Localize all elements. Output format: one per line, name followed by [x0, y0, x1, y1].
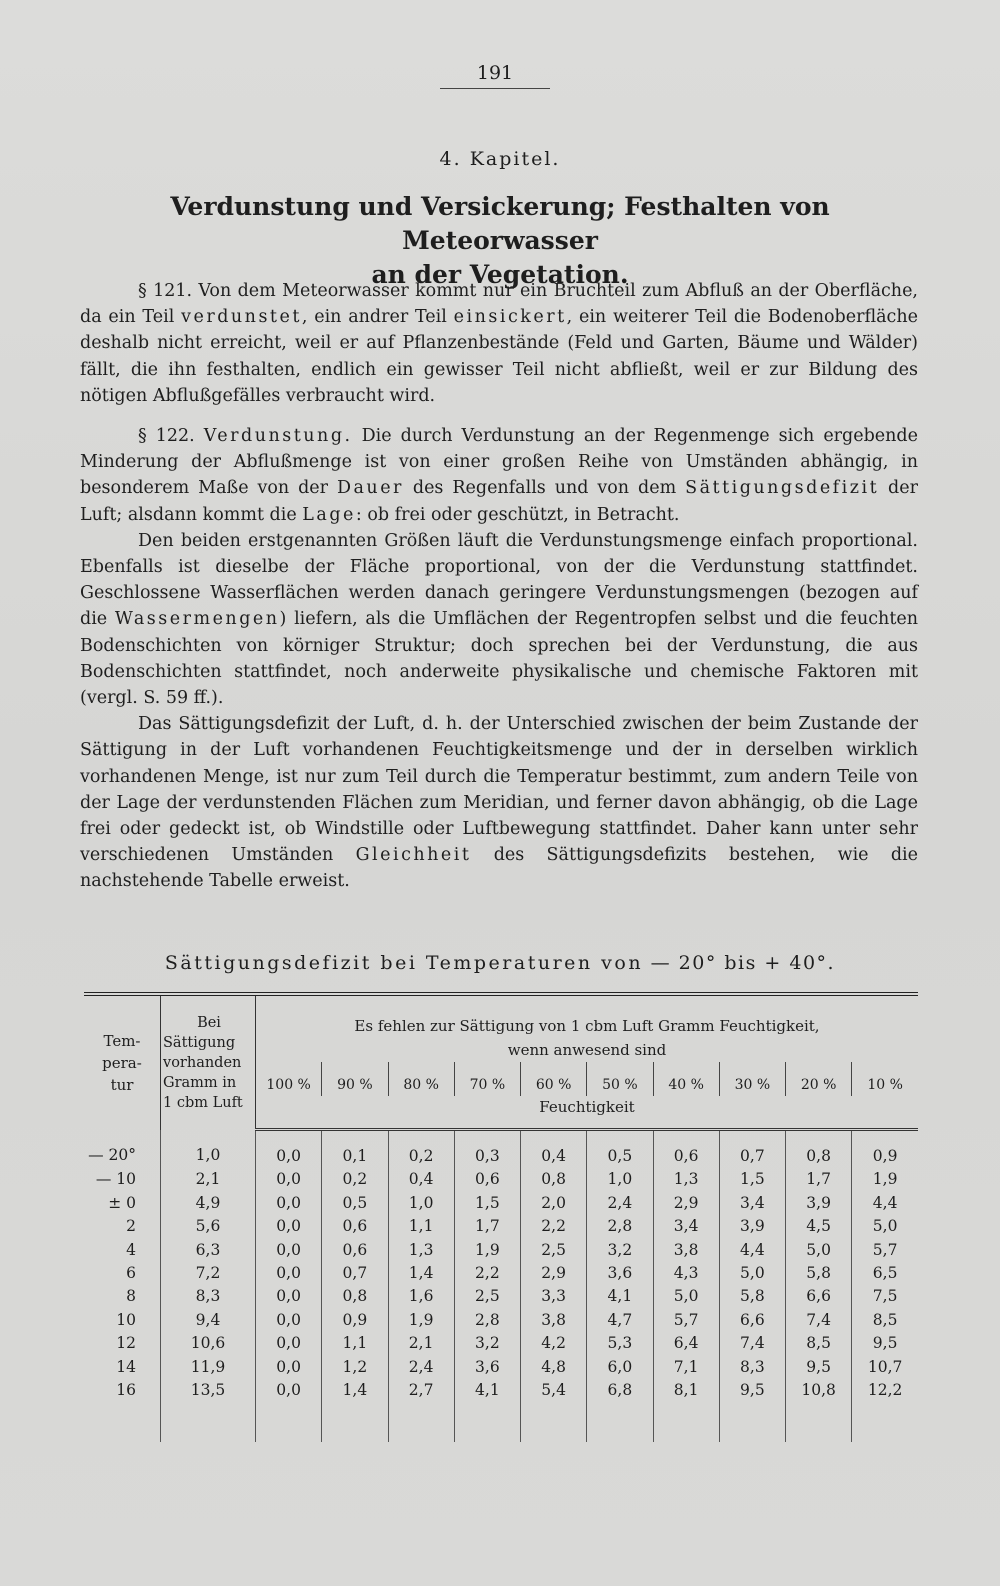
cell-deficit: 1,3 — [388, 1239, 454, 1262]
cell-deficit: 0,0 — [256, 1130, 322, 1169]
cell-temperature: 8 — [84, 1285, 161, 1308]
table-title-range: — 20° bis + 40°. — [650, 952, 836, 974]
header-saturation-line-5: 1 cbm Luft — [163, 1094, 243, 1111]
cell-deficit: 4,7 — [587, 1309, 653, 1332]
saturation-deficit-table — [84, 992, 918, 1442]
cell-saturation: 5,6 — [161, 1215, 256, 1238]
table-row — [84, 1332, 918, 1355]
table-row — [84, 1262, 918, 1285]
cell-deficit: 0,0 — [256, 1192, 322, 1215]
header-percent-2: 80 % — [388, 1062, 454, 1096]
paragraph-122-text-2: des Regenfalls und von dem — [412, 478, 677, 499]
header-percent-6: 40 % — [653, 1062, 719, 1096]
cell-deficit: 1,3 — [653, 1168, 719, 1191]
paragraph-saettigungsdefizit — [80, 711, 918, 894]
cell-deficit: 0,2 — [388, 1130, 454, 1169]
paragraph-proportional-text-2: ) liefern, als die Umflächen der Regentropfen selbst und die feuchten Bodenschichten von körniger Struktur; doch sprechen bei der Verdunstung, die aus Bodenschichten stattfindet, noch anderweite physikalische und chemische Faktoren mit (vergl. S. 59 ff.). — [80, 609, 918, 709]
cell-deficit: 6,6 — [719, 1309, 785, 1332]
cell-deficit: 0,1 — [322, 1130, 388, 1169]
table-row — [84, 1379, 918, 1442]
chapter-title-line-2: an der Vegetation. — [371, 260, 629, 289]
cell-deficit: 1,9 — [872, 1170, 898, 1189]
cell-deficit: 0,4 — [521, 1130, 587, 1169]
header-saturation-line-1: Bei — [197, 1014, 221, 1031]
cell-deficit: 4,4 — [719, 1239, 785, 1262]
header-saturation-line-3: vorhanden — [163, 1054, 242, 1071]
cell-deficit: 1,6 — [388, 1285, 454, 1308]
cell-deficit: 1,1 — [388, 1215, 454, 1238]
cell-deficit: 0,8 — [322, 1285, 388, 1308]
cell-deficit: 0,9 — [322, 1309, 388, 1332]
chapter-title — [90, 190, 910, 292]
cell-deficit: 8,3 — [719, 1356, 785, 1379]
paragraph-121-text-3: , ein weiterer Teil die Bodenoberfläche deshalb nicht erreicht, weil er auf Pflanzenbestände (Feld und Garten, Bäume und Wälder) fällt, die ihn festhalten, endlich ein gewisser Teil nicht abfließt, weil er zur Bildung des nötigen Abflußgefälles verbraucht wird. — [80, 307, 918, 406]
cell-deficit: 9,5 — [872, 1334, 898, 1353]
table-row — [84, 1192, 918, 1215]
cell-deficit: 7,4 — [786, 1309, 852, 1332]
cell-deficit: 7,1 — [653, 1356, 719, 1379]
cell-temperature: 12 — [84, 1332, 161, 1355]
header-deficit-group — [256, 996, 919, 1062]
cell-deficit: 4,4 — [872, 1193, 898, 1212]
cell-deficit: 6,4 — [653, 1332, 719, 1355]
cell-deficit: 2,5 — [521, 1239, 587, 1262]
cell-deficit: 0,8 — [786, 1130, 852, 1169]
cell-deficit: 0,6 — [322, 1215, 388, 1238]
cell-deficit: 0,6 — [322, 1239, 388, 1262]
paragraph-122-text-3: der Luft; alsdann kommt die — [80, 478, 918, 525]
header-percent-3: 70 % — [454, 1062, 520, 1096]
cell-deficit: 2,2 — [521, 1215, 587, 1238]
cell-deficit: 12,2 — [867, 1381, 903, 1400]
cell-deficit: 7,4 — [719, 1332, 785, 1355]
cell-deficit: 0,7 — [719, 1130, 785, 1169]
cell-deficit: 0,8 — [521, 1168, 587, 1191]
cell-deficit: 0,0 — [256, 1285, 322, 1308]
table-title-text: Sättigungsdefizit bei Temperaturen von — [164, 952, 644, 974]
cell-deficit: 3,6 — [587, 1262, 653, 1285]
term-saettigungsdefizit: Sättigungsdefizit — [685, 478, 880, 499]
cell-deficit: 2,8 — [454, 1309, 520, 1332]
table-row — [84, 1130, 918, 1169]
cell-deficit: 0,5 — [587, 1130, 653, 1169]
cell-deficit: 10,8 — [786, 1379, 852, 1442]
cell-deficit: 6,6 — [786, 1285, 852, 1308]
cell-deficit: 5,7 — [872, 1240, 898, 1259]
cell-saturation: 2,1 — [161, 1168, 256, 1191]
cell-deficit: 0,7 — [322, 1262, 388, 1285]
header-percent-7: 30 % — [719, 1062, 785, 1096]
cell-deficit: 1,1 — [322, 1332, 388, 1355]
cell-temperature: — 10 — [84, 1168, 161, 1191]
table-row — [84, 1356, 918, 1379]
cell-deficit: 2,4 — [587, 1192, 653, 1215]
cell-deficit: 6,0 — [587, 1356, 653, 1379]
table-row — [84, 1285, 918, 1308]
cell-deficit: 0,0 — [256, 1168, 322, 1191]
cell-deficit: 3,4 — [653, 1215, 719, 1238]
cell-deficit: 3,2 — [454, 1332, 520, 1355]
header-group-line-1: Es fehlen zur Sättigung von 1 cbm Luft Gramm Feuchtigkeit, — [354, 1017, 820, 1035]
header-percent-5: 50 % — [587, 1062, 653, 1096]
cell-deficit: 1,9 — [388, 1309, 454, 1332]
cell-temperature: — 20° — [84, 1130, 161, 1169]
cell-deficit: 5,8 — [786, 1262, 852, 1285]
cell-deficit: 0,6 — [653, 1130, 719, 1169]
table-row — [84, 1215, 918, 1238]
cell-saturation: 10,6 — [161, 1332, 256, 1355]
header-saturation-line-2: Sättigung — [163, 1034, 236, 1051]
cell-saturation: 4,9 — [161, 1192, 256, 1215]
cell-deficit: 1,5 — [719, 1168, 785, 1191]
cell-deficit: 0,0 — [256, 1239, 322, 1262]
paragraph-121 — [80, 278, 918, 409]
cell-temperature: 10 — [84, 1309, 161, 1332]
cell-deficit: 4,8 — [521, 1356, 587, 1379]
cell-deficit: 8,1 — [653, 1379, 719, 1442]
paragraph-defizit-text-1: Das Sättigungsdefizit der Luft, d. h. der Unterschied zwischen der beim Zustande der Sättigung in der Luft vorhandenen Feuchtigkeitsmenge und der in derselben wirklich vorhandenen Menge, ist nur zum Teil durch die Temperatur bestimmt, zum andern Teile von der Lage der verdunstenden Flächen zum Meridian, und ferner davon abhängig, ob die Lage frei oder gedeckt ist, ob Windstille oder Luftbewegung stattfindet. Daher kann unter sehr verschiedenen Umständen — [80, 714, 918, 866]
term-einsickert: einsickert — [453, 307, 567, 328]
term-verdunstet: verdunstet — [181, 307, 302, 328]
cell-deficit: 3,8 — [521, 1309, 587, 1332]
paragraph-122 — [80, 423, 918, 528]
cell-deficit: 8,5 — [786, 1332, 852, 1355]
cell-saturation: 6,3 — [161, 1239, 256, 1262]
cell-temperature: 2 — [84, 1215, 161, 1238]
cell-deficit: 0,4 — [388, 1168, 454, 1191]
paragraph-122-text-1: Die durch Verdunstung an der Regenmenge sich ergebende Minderung der Abflußmenge ist von einer großen Reihe von Umständen abhängig, in besonderem Maße von der — [80, 426, 918, 499]
paragraph-defizit-text-2: des Sättigungsdefizits bestehen, wie die nachstehende Tabelle erweist. — [80, 845, 918, 892]
cell-deficit: 0,0 — [256, 1215, 322, 1238]
cell-deficit: 5,8 — [719, 1285, 785, 1308]
cell-deficit: 9,5 — [786, 1356, 852, 1379]
cell-temperature: 16 — [84, 1379, 161, 1442]
cell-deficit: 5,7 — [653, 1309, 719, 1332]
cell-deficit: 3,9 — [719, 1215, 785, 1238]
cell-deficit: 0,0 — [256, 1356, 322, 1379]
header-percent-1: 90 % — [322, 1062, 388, 1096]
cell-deficit: 0,2 — [322, 1168, 388, 1191]
cell-deficit: 2,2 — [454, 1262, 520, 1285]
header-temperature-line-2: pera- — [102, 1053, 142, 1072]
paragraph-121-text-2: , ein andrer Teil — [301, 307, 447, 328]
cell-deficit: 3,9 — [786, 1192, 852, 1215]
cell-deficit: 1,7 — [454, 1215, 520, 1238]
cell-deficit: 1,7 — [786, 1168, 852, 1191]
cell-deficit: 4,1 — [454, 1379, 520, 1442]
cell-deficit: 0,6 — [454, 1168, 520, 1191]
table-body — [84, 1130, 918, 1443]
table-row — [84, 1168, 918, 1191]
cell-deficit: 5,0 — [653, 1285, 719, 1308]
table-row — [84, 1309, 918, 1332]
cell-deficit: 2,0 — [521, 1192, 587, 1215]
cell-deficit: 8,5 — [872, 1310, 898, 1329]
header-temperature — [84, 996, 161, 1130]
cell-deficit: 0,0 — [256, 1332, 322, 1355]
cell-deficit: 2,4 — [388, 1356, 454, 1379]
cell-deficit: 4,2 — [521, 1332, 587, 1355]
cell-deficit: 2,9 — [521, 1262, 587, 1285]
header-percent-0: 100 % — [256, 1062, 322, 1096]
cell-saturation: 9,4 — [161, 1309, 256, 1332]
cell-deficit: 5,0 — [786, 1239, 852, 1262]
cell-deficit: 6,5 — [872, 1264, 898, 1283]
cell-deficit: 7,5 — [872, 1287, 898, 1306]
table-title — [80, 952, 920, 974]
cell-deficit: 1,9 — [454, 1239, 520, 1262]
cell-deficit: 2,1 — [388, 1332, 454, 1355]
paragraph-121-text-1: § 121. Von dem Meteorwasser kommt nur ein Bruchteil zum Abfluß an der Oberfläche, da ein Teil — [80, 281, 918, 328]
paragraph-proportional — [80, 528, 918, 711]
cell-deficit: 2,5 — [454, 1285, 520, 1308]
header-feuchtigkeit: Feuchtigkeit — [256, 1096, 919, 1130]
header-saturation-line-4: Gramm in — [163, 1074, 237, 1091]
cell-deficit: 5,0 — [872, 1217, 898, 1236]
cell-deficit: 6,8 — [587, 1379, 653, 1442]
cell-deficit: 4,5 — [786, 1215, 852, 1238]
cell-saturation: 8,3 — [161, 1285, 256, 1308]
cell-deficit: 2,8 — [587, 1215, 653, 1238]
body-text — [80, 278, 918, 895]
cell-deficit: 0,0 — [256, 1309, 322, 1332]
paragraph-proportional-text-1: Den beiden erstgenannten Größen läuft die Verdunstungsmenge einfach proportional. Ebenfalls ist dieselbe der Fläche proportional, von der die Verdunstung stattfindet. Geschlossene Wasserflächen werden danach geringere Verdunstungsmengen (bezogen auf die — [80, 530, 918, 630]
cell-deficit: 1,4 — [322, 1379, 388, 1442]
cell-deficit: 0,0 — [256, 1379, 322, 1442]
cell-deficit: 0,9 — [872, 1147, 898, 1165]
cell-deficit: 2,9 — [653, 1192, 719, 1215]
cell-temperature: 6 — [84, 1262, 161, 1285]
cell-deficit: 4,1 — [587, 1285, 653, 1308]
header-saturation-amount — [161, 996, 256, 1130]
page-number: 191 — [440, 62, 550, 89]
term-dauer: Dauer — [336, 478, 404, 499]
cell-temperature: 14 — [84, 1356, 161, 1379]
cell-deficit: 3,2 — [587, 1239, 653, 1262]
paragraph-122-text-4: : ob frei oder geschützt, in Betracht. — [355, 504, 680, 525]
cell-saturation: 13,5 — [161, 1379, 256, 1442]
cell-saturation: 1,0 — [161, 1130, 256, 1169]
cell-deficit: 5,0 — [719, 1262, 785, 1285]
header-group-line-2: wenn anwesend sind — [507, 1041, 667, 1059]
cell-temperature: ± 0 — [84, 1192, 161, 1215]
cell-deficit: 0,5 — [322, 1192, 388, 1215]
term-lage: Lage — [302, 504, 356, 525]
header-percent-8: 20 % — [786, 1062, 852, 1096]
cell-deficit: 3,8 — [653, 1239, 719, 1262]
cell-deficit: 1,5 — [454, 1192, 520, 1215]
cell-deficit: 1,4 — [388, 1262, 454, 1285]
cell-deficit: 3,4 — [719, 1192, 785, 1215]
cell-deficit: 1,0 — [388, 1192, 454, 1215]
table-row — [84, 1239, 918, 1262]
chapter-heading: 4. Kapitel. — [439, 148, 561, 170]
section-number-122: § 122. — [138, 426, 195, 447]
header-temperature-line-3: tur — [110, 1075, 134, 1094]
cell-temperature: 4 — [84, 1239, 161, 1262]
term-gleichheit: Gleichheit — [355, 845, 472, 866]
cell-deficit: 3,3 — [521, 1285, 587, 1308]
chapter-title-line-1: Verdunstung und Versickerung; Festhalten von Meteorwasser — [170, 192, 830, 255]
cell-deficit: 1,0 — [587, 1168, 653, 1191]
cell-deficit: 5,3 — [587, 1332, 653, 1355]
header-percent-4: 60 % — [521, 1062, 587, 1096]
cell-deficit: 4,3 — [653, 1262, 719, 1285]
cell-deficit: 2,7 — [388, 1379, 454, 1442]
header-percent-9: 10 % — [867, 1077, 903, 1093]
cell-deficit: 0,3 — [454, 1130, 520, 1169]
cell-deficit: 1,2 — [322, 1356, 388, 1379]
cell-saturation: 7,2 — [161, 1262, 256, 1285]
header-temperature-line-1: Tem- — [103, 1031, 141, 1050]
cell-deficit: 0,0 — [256, 1262, 322, 1285]
cell-deficit: 10,7 — [867, 1357, 903, 1376]
cell-deficit: 9,5 — [719, 1379, 785, 1442]
cell-deficit: 5,4 — [521, 1379, 587, 1442]
cell-deficit: 3,6 — [454, 1356, 520, 1379]
section-heading-verdunstung: Verdunstung. — [203, 426, 353, 447]
cell-saturation: 11,9 — [161, 1356, 256, 1379]
term-wassermengen: Wassermengen — [114, 609, 280, 630]
